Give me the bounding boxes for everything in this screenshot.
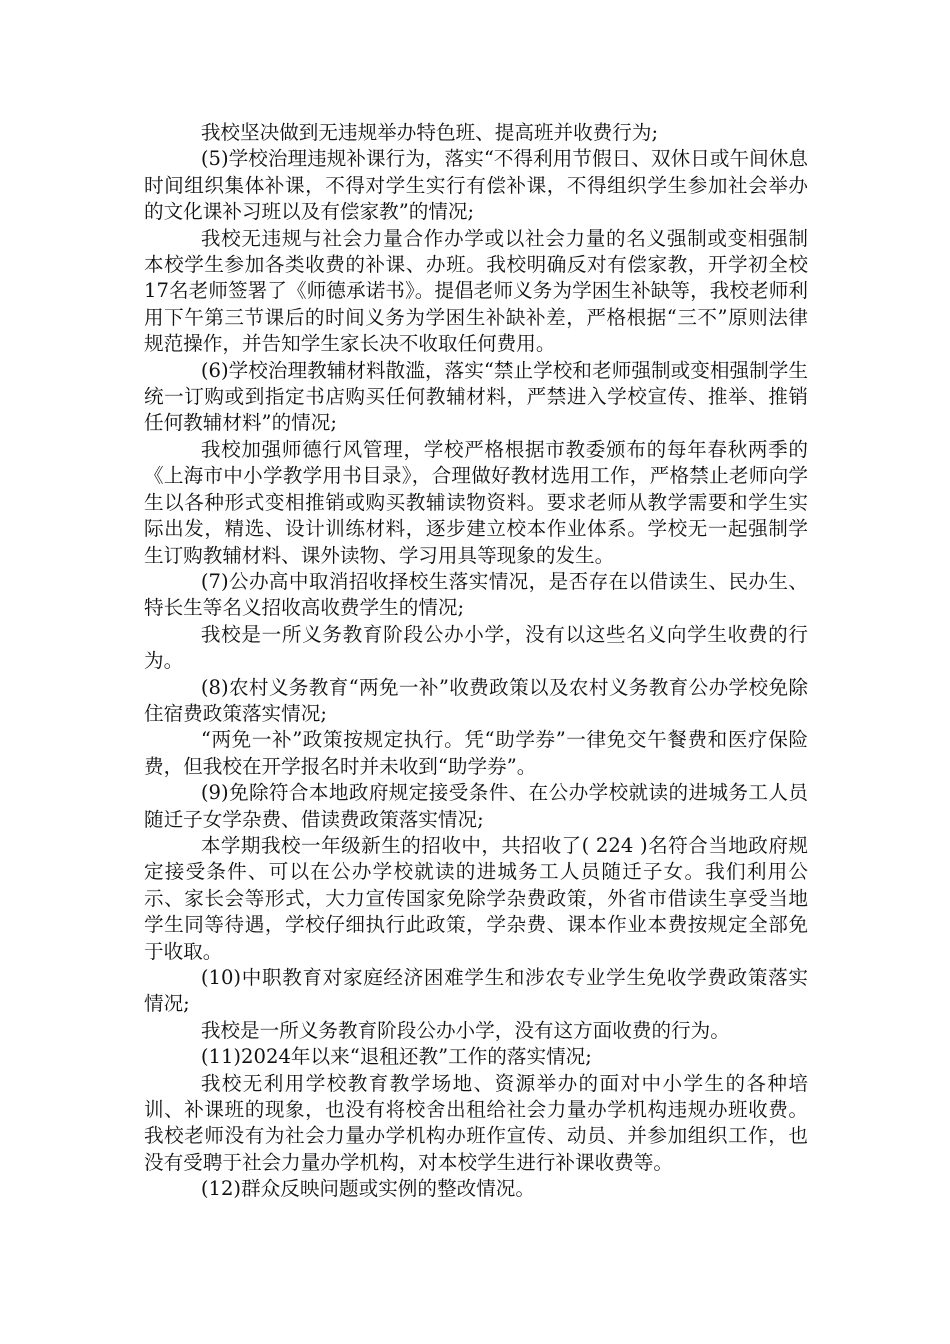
paragraph-item-7-heading: (7)公办高中取消招收择校生落实情况，是否存在以借读生、民办生、特长生等名义招收高收费学生的情况; xyxy=(144,569,808,620)
paragraph-item-10-response: 我校是一所义务教育阶段公办小学，没有这方面收费的行为。 xyxy=(200,1018,730,1042)
paragraph-special-class-statement: 我校坚决做到无违规举办特色班、提高班并收费行为; xyxy=(200,121,659,144)
document-body xyxy=(144,120,808,1203)
paragraph-item-8-heading: (8)农村义务教育“两免一补”收费政策以及农村义务教育公办学校免除住宿费政策落实情况; xyxy=(144,675,808,725)
paragraph-item-11-heading: (11)2024年以来“退租还教”工作的落实情况; xyxy=(200,1045,592,1069)
paragraph-item-10-heading: (10)中职教育对家庭经济困难学生和涉农专业学生免收学费政策落实情况; xyxy=(144,966,808,1016)
paragraph-item-9-response: 本学期我校一年级新生的招收中，共招收了( 224 )名符合当地政府规定接受条件、可以在公办学校就读的进城务工人员随迁子女。我们利用公示、家长会等形式，大力宣传国家免除学杂费政策，外省市借读生享受当地学生同等待遇，学校仔细执行此政策，学杂费、课本作业本费按规定全部免于收取。 xyxy=(144,833,808,963)
paragraph-item-5-heading: (5)学校治理违规补课行为，落实“不得利用节假日、双休日或午间休息时间组织集体补课，不得对学生实行有偿补课，不得组织学生参加社会举办的文化课补习班以及有偿家教”的情况; xyxy=(144,147,808,224)
paragraph-item-9-heading: (9)免除符合本地政府规定接受条件、在公办学校就读的进城务工人员随迁子女学杂费、借读费政策落实情况; xyxy=(144,781,808,831)
paragraph-item-7-response: 我校是一所义务教育阶段公办小学，没有以这些名义向学生收费的行为。 xyxy=(144,622,808,673)
paragraph-item-8-response: “两免一补”政策按规定执行。凭“助学券”一律免交午餐费和医疗保险费，但我校在开学报名时并未收到“助学券”。 xyxy=(144,728,808,778)
paragraph-item-5-response: 我校无违规与社会力量合作办学或以社会力量的名义强制或变相强制本校学生参加各类收费的补课、办班。我校明确反对有偿家教，开学初全校17名老师签署了《师德承诺书》。提倡老师义务为学困生补缺等，我校老师利用下午第三节课后的时间义务为学困生补缺补差，严格根据“三不”原则法律规范操作，并告知学生家长决不收取任何费用。 xyxy=(144,226,808,356)
paragraph-item-12-heading: (12)群众反映问题或实例的整改情况。 xyxy=(200,1177,535,1201)
paragraph-item-6-response: 我校加强师德行风管理，学校严格根据市教委颁布的每年春秋两季的《上海市中小学教学用书目录》，合理做好教材选用工作，严格禁止老师向学生以各种形式变相推销或购买教辅读物资料。要求老师从教学需要和学生实际出发，精选、设计训练材料，逐步建立校本作业体系。学校无一起强制学生订购教辅材料、课外读物、学习用具等现象的发生。 xyxy=(144,437,808,567)
paragraph-item-11-response: 我校无利用学校教育教学场地、资源举办的面对中小学生的各种培训、补课班的现象，也没有将校舍出租给社会力量办学机构违规办班收费。我校老师没有为社会力量办学机构办班作宣传、动员、并参加组织工作，也没有受聘于社会力量办学机构，对本校学生进行补课收费等。 xyxy=(144,1071,808,1174)
paragraph-item-6-heading: (6)学校治理教辅材料散滥，落实“禁止学校和老师强制或变相强制学生统一订购或到指定书店购买任何教辅材料，严禁进入学校宣传、推举、推销任何教辅材料”的情况; xyxy=(144,358,808,435)
